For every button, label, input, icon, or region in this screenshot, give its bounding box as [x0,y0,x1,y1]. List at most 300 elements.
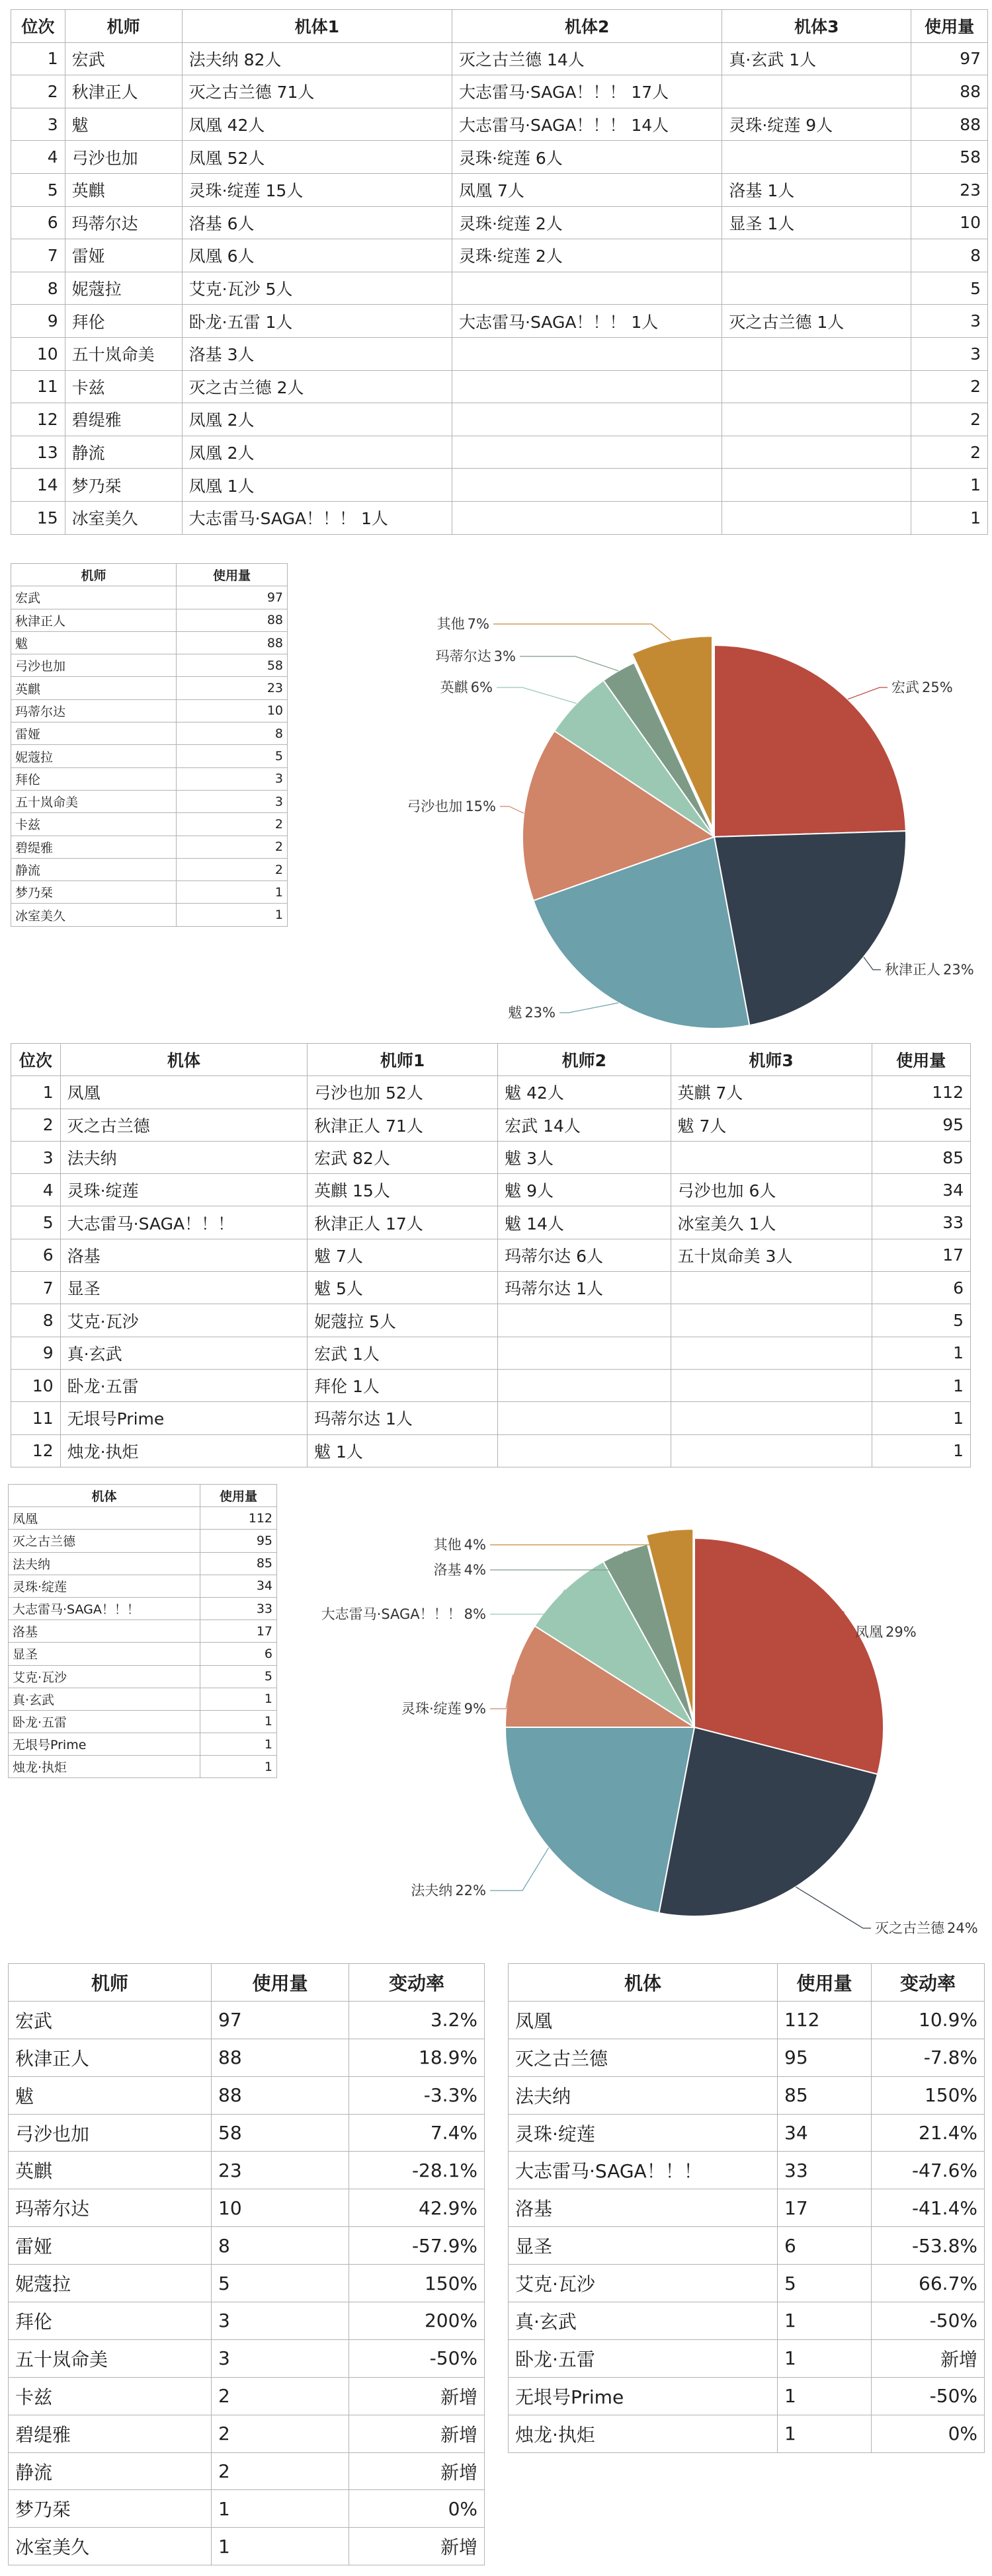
table-cell: 凤凰 7人 [452,173,722,206]
table-cell: 12 [11,1434,61,1467]
table-row [509,2339,985,2377]
table-row [11,1337,971,1369]
column-header: 使用量 [177,564,288,586]
table-cell: 42.9% [349,2189,485,2227]
table-cell [671,1402,872,1434]
table-row [11,1206,971,1239]
table-cell: 3 [212,2302,349,2340]
table-cell: 梦乃栞 [65,469,182,502]
table-cell: 灭之古兰德 1人 [722,305,911,338]
table-row [509,2039,985,2076]
table-cell: 5 [778,2265,872,2302]
table-cell [452,469,722,502]
table-cell: 凤凰 2人 [182,436,452,469]
table-cell: 卡兹 [9,2377,212,2415]
table-cell: 6 [778,2227,872,2265]
column-header: 位次 [11,10,65,43]
table-row [11,469,988,502]
table-cell: 魃 14人 [498,1206,671,1239]
table-row [9,2528,485,2565]
table-cell: 5 [11,1206,61,1239]
slice-label: 法夫纳 22% [411,1883,486,1898]
slice-label: 凤凰 29% [855,1624,917,1640]
table-cell: 弓沙也加 [65,141,182,174]
table-cell: 玛蒂尔达 [11,699,177,722]
table-row [9,2152,485,2189]
table-cell: 新增 [349,2377,485,2415]
table-row [11,370,988,403]
table-cell: 88 [212,2076,349,2114]
table-cell [671,1141,872,1173]
table-row [11,1369,971,1401]
table-cell: 新增 [872,2339,985,2377]
table-cell: 112 [200,1507,277,1530]
table-cell: 8 [212,2227,349,2265]
table-row [11,436,988,469]
table-cell: 3 [212,2339,349,2377]
table-row [509,2189,985,2227]
table-cell: 秋津正人 [11,609,177,631]
column-header: 机师3 [671,1044,872,1076]
table-cell: 烛龙·执炬 [60,1434,307,1467]
table-cell: 无垠号Prime [60,1402,307,1434]
table-cell: 10 [177,699,288,722]
table-cell: 8 [11,272,65,305]
table-row [11,1141,971,1173]
table-cell: 新增 [349,2528,485,2565]
table-cell: 五十岚命美 [65,337,182,370]
table-cell: 1 [911,501,988,534]
table-cell: 显圣 1人 [722,206,911,239]
table-row [9,1710,277,1733]
table-cell: 200% [349,2302,485,2340]
table-cell: 4 [11,141,65,174]
table-cell: 大志雷马·SAGA！！！ 14人 [452,108,722,141]
table-cell: 英麒 [65,173,182,206]
table-cell: 112 [872,1076,970,1109]
table-cell: 妮蔻拉 5人 [308,1304,498,1337]
table-row [509,2265,985,2302]
table-cell: 冰室美久 1人 [671,1206,872,1239]
mech-change-table [508,1963,985,2453]
table-cell: 95 [778,2039,872,2076]
slice-label: 宏武 25% [891,680,953,695]
table-cell: 洛基 [60,1239,307,1271]
table-cell: 梦乃栞 [11,881,177,904]
slice-label: 玛蒂尔达 3% [435,648,516,664]
table-cell: 大志雷马·SAGA！！！ [509,2152,778,2189]
table-cell [452,337,722,370]
table-row [509,2114,985,2152]
table-cell: 秋津正人 71人 [308,1109,498,1141]
table-cell: 2 [911,403,988,436]
table-cell: 95 [200,1530,277,1552]
table-cell [722,141,911,174]
table-cell: 6 [11,1239,61,1271]
table-cell: 1 [200,1710,277,1733]
table-cell: -41.4% [872,2189,985,2227]
table-row [11,1239,971,1271]
table-cell: 66.7% [872,2265,985,2302]
table-cell: -50% [349,2339,485,2377]
table-cell: 五十岚命美 [11,790,177,812]
column-header: 使用量 [911,10,988,43]
table-cell: 玛蒂尔达 6人 [498,1239,671,1271]
table-cell: 法夫纳 [9,1552,200,1575]
column-header: 机师1 [308,1044,498,1076]
table-cell: 艾克·瓦沙 [9,1665,200,1688]
table-cell: 95 [872,1109,970,1141]
column-header: 使用量 [200,1485,277,1507]
table-row [11,173,988,206]
table-cell: 58 [212,2114,349,2152]
table-row [11,337,988,370]
pilot-mech-table [11,9,988,535]
table-cell: 魃 [9,2076,212,2114]
table-cell: 10.9% [872,2001,985,2039]
table-cell: 6 [200,1643,277,1665]
table-cell: 1 [177,904,288,926]
table-cell: 97 [212,2001,349,2039]
table-cell: 1 [911,469,988,502]
table-cell [498,1337,671,1369]
table-cell: 烛龙·执炬 [509,2415,778,2452]
table-cell: 1 [778,2339,872,2377]
table-row [509,2227,985,2265]
table-cell: 魃 1人 [308,1434,498,1467]
table-row [11,305,988,338]
header-row [9,1964,485,2002]
table-cell: 1 [778,2377,872,2415]
table-cell: 1 [778,2415,872,2452]
pilot-change-table [8,1963,485,2565]
table-row [9,2189,485,2227]
table-cell: 灵珠·绽莲 2人 [452,239,722,272]
table-row [9,2265,485,2302]
table-cell: 洛基 3人 [182,337,452,370]
table-cell: 1 [200,1756,277,1778]
leader-line [559,1003,618,1013]
table-cell: 灵珠·绽莲 [60,1174,307,1206]
slice-label: 其他 4% [433,1537,486,1553]
table-cell: 秋津正人 [9,2039,212,2076]
table-cell: 5 [872,1304,970,1337]
table-cell [452,272,722,305]
table-cell: 英麒 [9,2152,212,2189]
table-cell: 33 [200,1597,277,1620]
table-cell: 宏武 1人 [308,1337,498,1369]
table-cell: 弓沙也加 52人 [308,1076,498,1109]
table-cell: 11 [11,1402,61,1434]
table-cell [452,436,722,469]
table-cell: 6 [11,206,65,239]
table-row [9,1530,277,1552]
pie-slice [714,645,906,837]
table-cell: 凤凰 6人 [182,239,452,272]
table-cell: 3 [177,790,288,812]
table-cell [722,239,911,272]
table-cell: 灵珠·绽莲 9人 [722,108,911,141]
table-row [11,1109,971,1141]
table-cell: 无垠号Prime [509,2377,778,2415]
table-cell: 灭之古兰德 [9,1530,200,1552]
table-cell [671,1337,872,1369]
table-cell: 魃 9人 [498,1174,671,1206]
table-row [11,272,988,305]
table-cell: 4 [11,1174,61,1206]
table-cell: 3 [11,108,65,141]
table-cell: 1 [11,1076,61,1109]
table-cell: 23 [177,677,288,699]
table-cell: 真·玄武 [9,1688,200,1710]
table-cell: 34 [200,1575,277,1597]
header-row [509,1964,985,2002]
table-cell: 魃 7人 [308,1239,498,1271]
table-cell: 3 [177,767,288,790]
table-cell: 碧缇雅 [11,836,177,858]
column-header: 机师 [65,10,182,43]
table-row [11,42,988,75]
table-cell: 灵珠·绽莲 [9,1575,200,1597]
table-cell: 2 [212,2377,349,2415]
table-cell: 灭之古兰德 14人 [452,42,722,75]
table-row [509,2415,985,2452]
leader-line [490,1848,549,1891]
table-cell: 2 [212,2452,349,2490]
table-cell [722,436,911,469]
leader-line [796,1887,871,1928]
table-cell: 秋津正人 17人 [308,1206,498,1239]
table-row [9,1552,277,1575]
table-row [9,1665,277,1688]
table-cell: 洛基 [509,2189,778,2227]
table-row [11,1076,971,1109]
table-cell: 7 [11,1272,61,1304]
table-cell: -50% [872,2377,985,2415]
table-row [11,75,988,108]
leader-line [497,687,577,703]
table-cell: 10 [212,2189,349,2227]
table-cell: 85 [778,2076,872,2114]
table-cell: 灵珠·绽莲 [509,2114,778,2152]
table-cell: 大志雷马·SAGA！！！ [9,1597,200,1620]
table-cell: 秋津正人 [65,75,182,108]
table-cell: 0% [349,2490,485,2528]
table-cell: 85 [872,1141,970,1173]
table-cell [671,1369,872,1401]
table-cell [452,370,722,403]
table-cell: 英麒 7人 [671,1076,872,1109]
table-cell: 2 [177,813,288,836]
table-cell [671,1434,872,1467]
table-cell: 2 [911,370,988,403]
table-cell: 大志雷马·SAGA！！！ [60,1206,307,1239]
table-cell: 3 [911,305,988,338]
table-cell: 艾克·瓦沙 [509,2265,778,2302]
column-header: 机体 [509,1964,778,2002]
column-header: 变动率 [872,1964,985,2002]
table-cell: 85 [200,1552,277,1575]
table-cell: 雷娅 [65,239,182,272]
table-row [11,1434,971,1467]
table-cell: 2 [177,836,288,858]
table-cell: -3.3% [349,2076,485,2114]
table-cell: 14 [11,469,65,502]
table-cell: 卡兹 [11,813,177,836]
column-header: 机体 [60,1044,307,1076]
table-cell: 1 [11,42,65,75]
table-row [509,2152,985,2189]
table-cell: 9 [11,305,65,338]
slice-label: 魃 23% [508,1005,556,1021]
table-cell: 拜伦 [9,2302,212,2340]
table-row [9,1507,277,1530]
table-cell: 凤凰 [60,1076,307,1109]
table-cell: 1 [872,1402,970,1434]
table-cell: 3.2% [349,2001,485,2039]
table-cell: 宏武 [9,2001,212,2039]
table-cell: 妮蔻拉 [65,272,182,305]
column-header: 使用量 [778,1964,872,2002]
table-cell: 雷娅 [9,2227,212,2265]
table-cell: 无垠号Prime [9,1733,200,1756]
table-cell [722,337,911,370]
table-cell: 10 [11,1369,61,1401]
table-row [9,2415,485,2452]
table-cell: 弓沙也加 [11,654,177,677]
leader-line [490,1530,671,1545]
table-cell: 58 [911,141,988,174]
table-cell: 法夫纳 [509,2076,778,2114]
table-cell: 大志雷马·SAGA！！！ 17人 [452,75,722,108]
table-cell: 2 [911,436,988,469]
table-row [11,1174,971,1206]
table-cell: 150% [872,2076,985,2114]
column-header: 使用量 [872,1044,970,1076]
table-cell: 97 [177,586,288,609]
table-row [9,1733,277,1756]
table-cell: 魃 [11,631,177,654]
slice-label: 秋津正人 23% [885,962,974,978]
table-row [9,1756,277,1778]
table-cell: -7.8% [872,2039,985,2076]
table-cell: 2 [11,75,65,108]
table-cell: 1 [177,881,288,904]
column-header: 机体2 [452,10,722,43]
table-cell: 玛蒂尔达 [65,206,182,239]
table-cell: 魃 7人 [671,1109,872,1141]
table-cell: 显圣 [509,2227,778,2265]
table-row [9,2039,485,2076]
table-cell: 33 [778,2152,872,2189]
table-cell: 1 [872,1434,970,1467]
table-cell: 1 [200,1733,277,1756]
table-cell: 玛蒂尔达 1人 [308,1402,498,1434]
table-row [9,1688,277,1710]
table-cell: 宏武 82人 [308,1141,498,1173]
table-cell: 34 [872,1174,970,1206]
table-cell [722,75,911,108]
table-row [9,2377,485,2415]
table-cell: 5 [911,272,988,305]
table-row [9,1620,277,1643]
table-cell: 玛蒂尔达 [9,2189,212,2227]
table-cell: -53.8% [872,2227,985,2265]
table-cell: 2 [177,858,288,880]
table-cell: 真·玄武 [60,1337,307,1369]
table-row [11,1402,971,1434]
table-row [9,2490,485,2528]
table-cell: 魃 5人 [308,1272,498,1304]
column-header: 机体3 [722,10,911,43]
slice-label: 其他 7% [436,616,489,632]
table-cell: 五十岚命美 [9,2339,212,2377]
table-row [9,1597,277,1620]
table-cell: 英麒 15人 [308,1174,498,1206]
table-cell: 碧缇雅 [9,2415,212,2452]
table-cell: -50% [872,2302,985,2340]
table-cell: 宏武 [11,586,177,609]
table-row [11,206,988,239]
leader-line [520,656,618,671]
table-row [9,2076,485,2114]
leader-line [864,957,881,970]
table-cell: 妮蔻拉 [9,2265,212,2302]
table-cell: 12 [11,403,65,436]
column-header: 机师 [11,564,177,586]
table-cell: 0% [872,2415,985,2452]
table-row [11,239,988,272]
slice-label: 英麒 6% [440,680,493,695]
table-cell: 1 [200,1688,277,1710]
table-cell: 大志雷马·SAGA！！！ 1人 [452,305,722,338]
leader-line [493,624,671,641]
table-cell: 1 [212,2528,349,2565]
table-cell: 新增 [349,2452,485,2490]
mech-usage-table [8,1484,277,1778]
table-cell: 23 [212,2152,349,2189]
table-row [11,141,988,174]
table-cell: 洛基 [9,1620,200,1643]
table-cell: 88 [911,75,988,108]
table-cell: 凤凰 42人 [182,108,452,141]
table-cell: 9 [11,1337,61,1369]
table-cell: 英麒 [11,677,177,699]
slice-label: 灭之古兰德 24% [875,1920,978,1936]
table-cell: 112 [778,2001,872,2039]
table-cell [671,1272,872,1304]
table-cell: 1 [778,2302,872,2340]
table-cell: 3 [911,337,988,370]
table-cell: 17 [200,1620,277,1643]
table-cell: 冰室美久 [65,501,182,534]
slice-label: 灵珠·绽莲 9% [401,1701,486,1717]
table-cell: 显圣 [60,1272,307,1304]
table-cell [498,1434,671,1467]
table-cell: 5 [200,1665,277,1688]
table-cell: 15 [11,501,65,534]
table-cell: 5 [11,173,65,206]
column-header: 使用量 [212,1964,349,2002]
table-cell: 冰室美久 [11,904,177,926]
table-cell: 雷娅 [11,722,177,745]
table-row [9,2227,485,2265]
table-cell: 13 [11,436,65,469]
table-cell: 拜伦 [65,305,182,338]
table-cell: 玛蒂尔达 1人 [498,1272,671,1304]
table-cell: 洛基 1人 [722,173,911,206]
table-row [509,2001,985,2039]
